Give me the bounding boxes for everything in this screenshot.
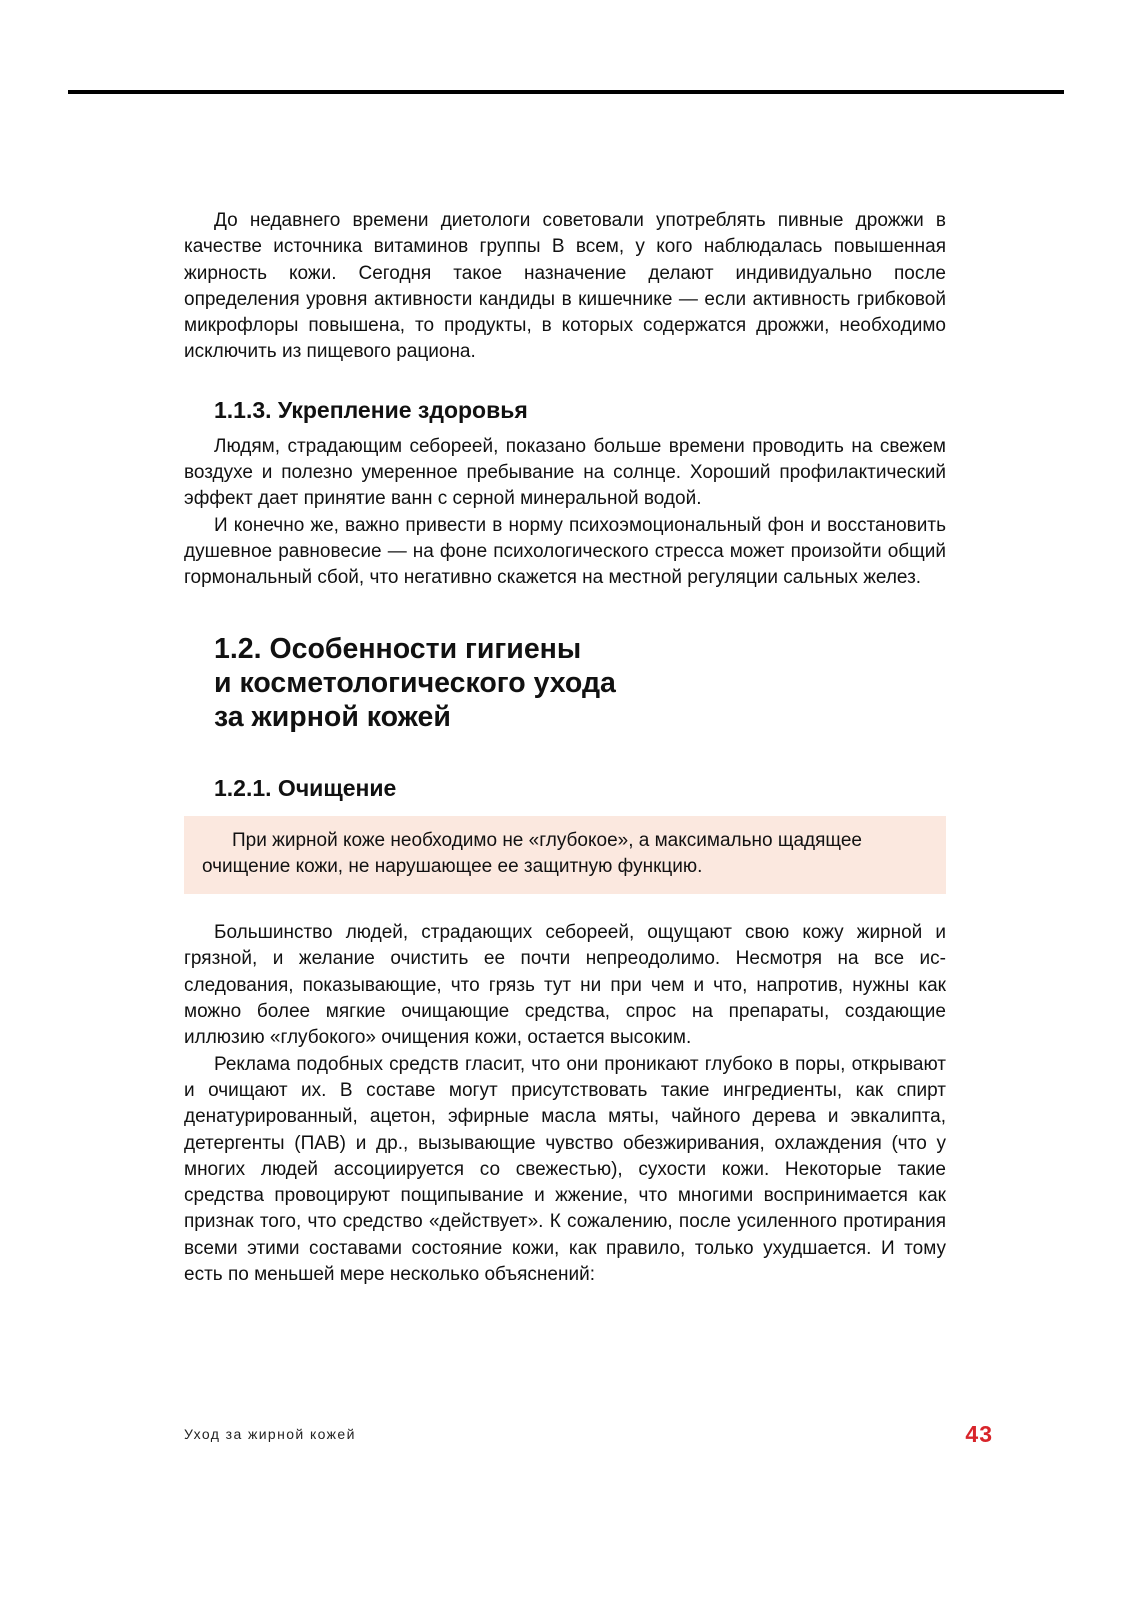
header-rule xyxy=(68,90,1064,94)
paragraph: И конечно же, важно привести в норму психоэмоциональный фон и восстановить душевное равновесие — на фоне психологического стресса может произойти общий гормональный сбой, что негативно скажется на местной регуляции сальных желез. xyxy=(184,514,946,589)
paragraph: Реклама подобных средств гласит, что они проникают глубоко в поры, открывают и очищают их. В составе могут присутствовать такие ингредиенты, как спирт денатурированный, ацетон, эфирные масла мяты, чайного дерева и эвкалипта, детергенты (ПАВ) и др., вызывающие чувство обезжиривания, охлаждения (что у многих людей ассоциируется со свежестью), сухости кожи. Некоторые такие средства провоцируют пощипывание и жжение, что многими воспринимается как признак того, что средство «действует». К сожалению, после усиленного протирания всеми этими составами состояние кожи, как правило, только ухудшается. И тому есть по меньшей мере несколько объяснений: xyxy=(184,1053,946,1286)
heading-line: 1.2. Особенности гигиены xyxy=(214,632,582,665)
paragraph: Большинство людей, страдающих себореей, ощущают свою кожу жирной и грязной, и желание очистить ее почти непреодолимо. Несмотря на все исследования, показывающие, что грязь тут ни при чем и что, напротив, нужны как можно более мягкие очищающие средства, спрос на препараты, создающие иллюзию «глубокого» очищения кожи, остается высоким. xyxy=(184,922,946,1049)
callout-text: При жирной коже необходимо не «глубокое», а максимально щадящее очищение кожи, не нарушающее ее защитную функцию. xyxy=(202,829,862,877)
section-heading-1-1-3: 1.1.3. Укрепление здоровья xyxy=(214,396,528,423)
heading-line: за жирной кожей xyxy=(214,700,451,733)
highlight-callout xyxy=(184,816,946,895)
section-heading-1-2-1: 1.2.1. Очищение xyxy=(214,774,397,801)
paragraph: Людям, страдающим себореей, показано больше времени проводить на свежем воздухе и полезно умеренное пребывание на солнце. Хороший профилактический эффект дает принятие ванн с серной минеральной водой. xyxy=(184,435,946,510)
paragraph: До недавнего времени диетологи советовали употреблять пивные дрожжи в качестве источника витаминов группы В всем, у кого наблюдалась повышенная жирность кожи. Сегодня такое назначение делают индивидуально после определения уровня активности кандиды в кишечнике — если активность грибковой микрофлоры повышена, то продукты, в которых содержатся дрожжи, необходимо исключить из пищевого рациона. xyxy=(184,210,946,363)
page-number: 43 xyxy=(965,1421,993,1447)
heading-line: и косметологического ухода xyxy=(214,666,616,699)
page-body xyxy=(184,208,946,1288)
chapter-heading-1-2 xyxy=(184,632,946,734)
running-footer: Уход за жирной кожей xyxy=(184,1426,356,1442)
